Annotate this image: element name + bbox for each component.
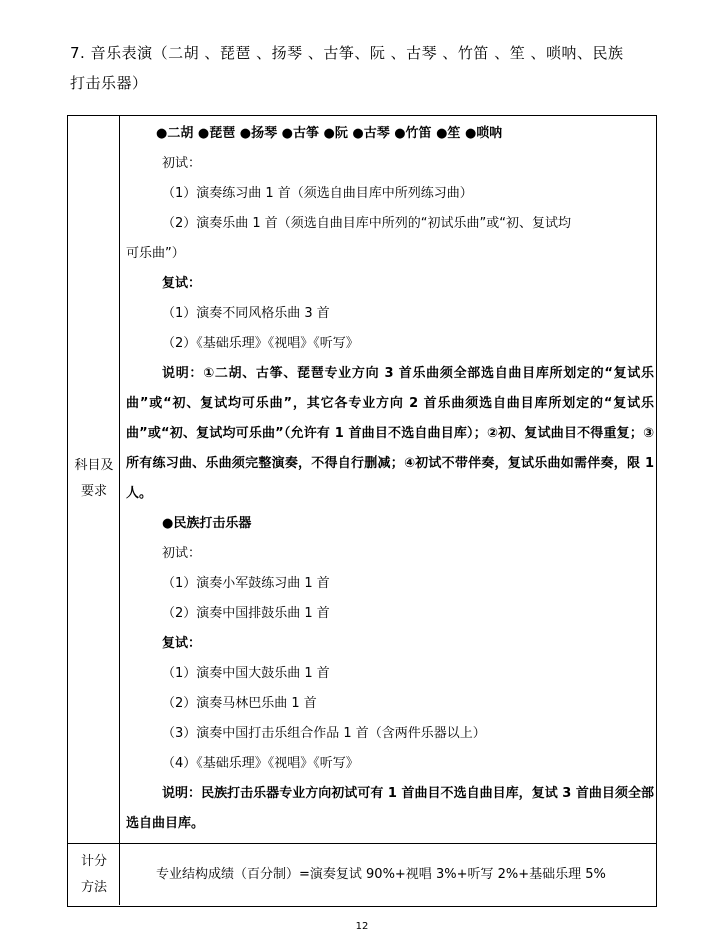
prelim-title: 初试： <box>162 156 202 171</box>
scoring-label-cell <box>68 843 120 905</box>
retest-item: （1）演奏不同风格乐曲 3 首 <box>162 306 330 321</box>
retest-item: （4）《基础乐理》《视唱》《听写》 <box>162 756 359 771</box>
heading-line-2: 打击乐器） <box>70 74 148 92</box>
subject-label: 科目及 要求 <box>74 458 114 499</box>
retest-item: （1）演奏中国大鼓乐曲 1 首 <box>162 666 330 681</box>
subject-content-cell <box>126 119 654 839</box>
scoring-formula: 专业结构成绩（百分制）=演奏复试 90%+视唱 3%+听写 2%+基础乐理 5% <box>156 867 606 882</box>
note-paragraph: 说明：民族打击乐器专业方向初试可有 1 首曲目不选自曲目库，复试 3 首曲目须全部选自曲目库。 <box>126 786 654 831</box>
prelim-item: （2）演奏乐曲 1 首（须选自曲目库中所列的“初试乐曲”或“初、复试均 <box>162 216 572 231</box>
prelim-item: （1）演奏小军鼓练习曲 1 首 <box>162 576 330 591</box>
prelim-item: （2）演奏中国排鼓乐曲 1 首 <box>162 606 330 621</box>
subject-label-cell <box>68 116 120 843</box>
prelim-title: 初试： <box>162 546 202 561</box>
retest-title: 复试： <box>162 636 202 651</box>
requirements-table <box>67 115 657 907</box>
retest-item: （2）《基础乐理》《视唱》《听写》 <box>162 336 359 351</box>
retest-title: 复试： <box>162 276 202 291</box>
heading-line-1: 7. 音乐表演（二胡 、琵琶 、扬琴 、古筝、阮 、古琴 、竹笛 、笙 、唢呐、民族 <box>70 44 624 62</box>
retest-item: （2）演奏马林巴乐曲 1 首 <box>162 696 317 711</box>
instrument-list: ●二胡 ●琵琶 ●扬琴 ●古筝 ●阮 ●古琴 ●竹笛 ●笙 ●唢呐 <box>156 126 503 141</box>
scoring-content-cell <box>120 843 656 905</box>
section-heading <box>70 38 670 98</box>
page-number: 12 <box>355 921 369 932</box>
percussion-title: ●民族打击乐器 <box>162 516 252 531</box>
scoring-label: 计分 方法 <box>80 854 107 895</box>
note-paragraph: 说明：①二胡、古筝、琵琶专业方向 3 首乐曲须全部选自曲目库所划定的“复试乐曲”或“初、复试均可乐曲”，其它各专业方向 2 首乐曲须选自曲目库所划定的“复试乐曲”或“初、复试均可乐曲”（允许有 1 首曲目不选自曲目库）；②初、复试曲目不得重复；③所有练习曲、乐曲须完整演奏，不得自行删减；④初试不带伴奏，复试乐曲如需伴奏，限 1 人。 <box>126 366 654 501</box>
prelim-item: （1）演奏练习曲 1 首（须选自曲目库中所列练习曲） <box>162 186 473 201</box>
retest-item: （3）演奏中国打击乐组合作品 1 首（含两件乐器以上） <box>162 726 486 741</box>
prelim-item-cont: 可乐曲”） <box>126 246 185 261</box>
